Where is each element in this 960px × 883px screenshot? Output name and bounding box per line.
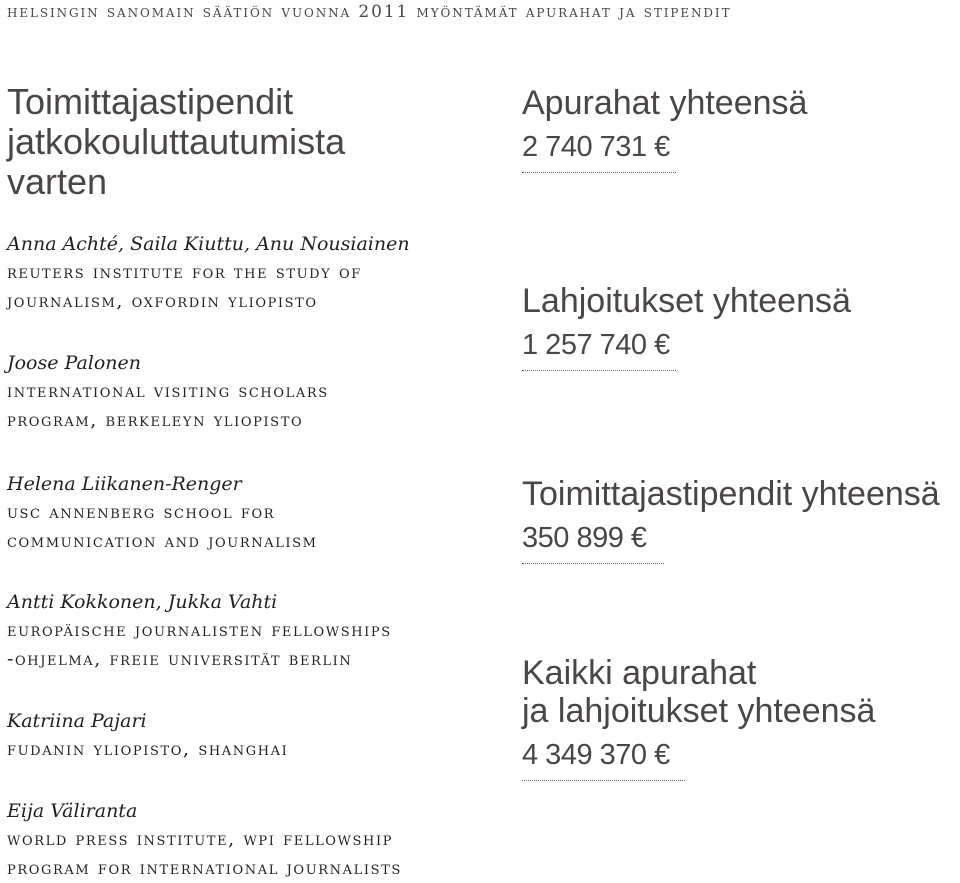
stat-total-grants (522, 84, 960, 173)
stat-label-line: Apurahat yhteensä (522, 84, 808, 122)
stat-label-line: Lahjoitukset yhteensä (522, 282, 851, 320)
institution-line: communication and journalism (7, 530, 318, 552)
recipient-name: Joose Palonen (7, 352, 142, 374)
recipient-entry (7, 349, 487, 435)
stat-total-donations (522, 282, 960, 371)
section-title (7, 82, 487, 202)
recipient-entry (7, 588, 487, 674)
stat-label-line: Kaikki apurahat (522, 654, 757, 692)
recipient-name: Katriina Pajari (7, 710, 147, 732)
stat-amount: 1 257 740 € (522, 329, 670, 361)
page-header: helsingin sanomain säätiön vuonna 2011 myöntämät apurahat ja stipendit (7, 2, 732, 22)
recipient-institution (7, 735, 487, 764)
institution-line: international visiting scholars (7, 380, 329, 402)
stat-label-line: ja lahjoitukset yhteensä (522, 692, 876, 730)
dotted-rule (522, 780, 685, 781)
institution-line: europäische journalisten fellowships (7, 619, 392, 641)
stat-label (522, 282, 960, 320)
section-title-line: jatkokouluttautumista (7, 121, 346, 162)
recipient-institution (7, 377, 487, 435)
recipient-entry (7, 797, 487, 883)
stat-amount: 2 740 731 € (522, 131, 670, 163)
institution-line: program for international journalists (7, 857, 402, 879)
recipient-entry (7, 230, 487, 316)
institution-line: program, berkeleyn yliopisto (7, 409, 304, 431)
institution-line: fudanin yliopisto, shanghai (7, 738, 289, 760)
stat-total-journalist-stipends (522, 475, 960, 564)
dotted-rule (522, 563, 664, 564)
institution-line: reuters institute for the study of (7, 261, 362, 283)
stat-label (522, 654, 960, 730)
stat-label (522, 84, 960, 122)
recipient-name: Helena Liikanen-Renger (7, 473, 242, 495)
dotted-rule (522, 172, 676, 173)
recipient-institution (7, 258, 487, 316)
institution-line: usc annenberg school for (7, 501, 276, 523)
dotted-rule (522, 370, 676, 371)
stat-amount: 350 899 € (522, 522, 647, 554)
recipient-name: Eija Väliranta (7, 800, 138, 822)
recipient-name: Anna Achté, Saila Kiuttu, Anu Nousiainen (7, 233, 410, 255)
recipient-institution (7, 498, 487, 556)
institution-line: journalism, oxfordin yliopisto (7, 290, 318, 312)
stat-amount: 4 349 370 € (522, 739, 670, 771)
recipient-entry (7, 707, 487, 764)
recipient-name: Antti Kokkonen, Jukka Vahti (7, 591, 278, 613)
recipient-institution (7, 616, 487, 674)
recipient-institution (7, 825, 487, 883)
section-title-line: Toimittajastipendit (7, 81, 294, 122)
stat-grand-total (522, 654, 960, 781)
institution-line: world press institute, wpi fellowship (7, 828, 394, 850)
recipient-entry (7, 470, 487, 556)
institution-line: -ohjelma, freie universität berlin (7, 648, 353, 670)
section-title-line: varten (7, 161, 108, 202)
stat-label-line: Toimittajastipendit yhteensä (522, 475, 940, 513)
stat-label (522, 475, 960, 513)
